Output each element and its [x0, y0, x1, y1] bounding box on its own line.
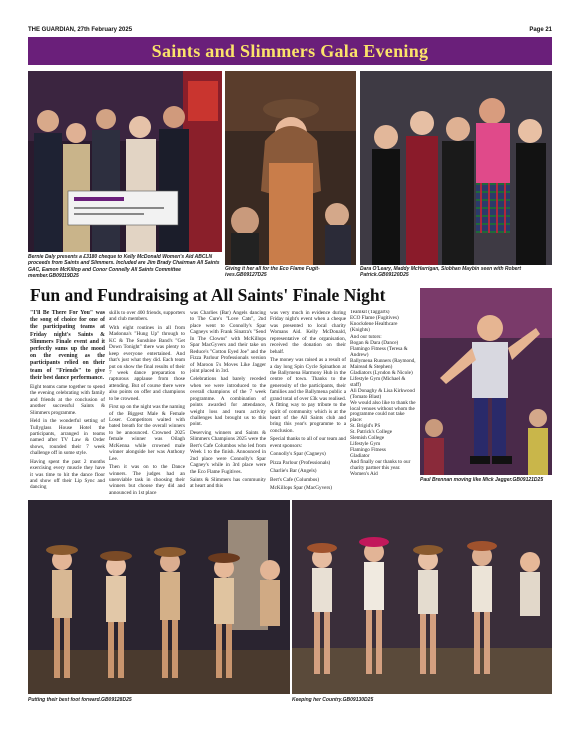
article-paragraph: And our tutors:: [350, 333, 382, 340]
photo-caption: Paul Brennan moving like Mick Jagger.GB09121D25: [420, 477, 544, 483]
article-paragraph: Ballymena Runners (Raymond, Mairead & Stephen): [350, 357, 416, 370]
article-lead: "I'll Be There For You" was the song of choice for one of the participating teams at Friday night's Saints & Slimmers Finale event and it perfectly sums up the mood on the evening as the participants relied on their team of "Friends" to give their best dance performance.: [30, 310, 105, 381]
article-paragraph: Flamingo Fitness: [350, 447, 386, 454]
photo-cheque-presentation: [28, 71, 222, 252]
article-paragraph: Bogan & Dara (Dance): [350, 339, 399, 346]
article-paragraph: Then it was on to the Dance winners. The judges had an unenviable task in choosing their winners but choose they did and announced in 1st place: [109, 464, 185, 495]
article-paragraph: Gladiator: [350, 453, 370, 460]
article-paragraph: was Charlies (Bar) Angels dancing to The Cure's "Love Cats", 2nd place went to Connolly's Spar Cagneys with Frank Sinatra's "Send In The Clowns" with McKillops Spar MacGyvers and their take on Reduce's "Cotton Eyed Joe" and the Fizza Parlour Professionals version of Maroon 5's Moves Like Jagger joint placed in 3rd.: [190, 310, 266, 374]
article-paragraph: Lifestyle Gym: [350, 441, 381, 448]
article-headline: Fun and Fundraising at All Saints' Finale Night: [30, 284, 386, 305]
article-paragraph: Flamingo Fitness (Teresa & Andrew): [350, 345, 408, 358]
article-paragraph: was very much in evidence during Friday night's event when a cheque was presented to local charity Womans Aid. Kelly McDonald, representative of the organisation, received the donation on their behalf.: [270, 310, 346, 355]
photo-caption: Bernie Daly presents a £3180 cheque to Kelly McDonald Women's Aid ABCLN proceeds from Saints and Slimmers. Included are Jim Brady Chairman All Saints GAC, Eamon McKillop and Conor Connelly All Saints Committee member.GB09119D25: [28, 254, 220, 279]
article-paragraph: St. Brigid's PS: [350, 423, 381, 430]
article-paragraph: Eight teams came together to spend the evening celebrating with family and friends at the conclusion of another successful Saints & Slimmers programme.: [30, 383, 105, 416]
article-column-1: [30, 310, 105, 495]
article-paragraph: St. Patrick's College: [350, 429, 392, 436]
article-paragraph: skills to over 400 friends, supporters and club members.: [109, 310, 185, 323]
article-paragraph: Special thanks to all of our team and event sponsors:: [270, 436, 346, 449]
article-paragraph: Lifestyle Gym (Michael & staff): [350, 375, 406, 388]
page-number: Page 21: [529, 27, 552, 33]
masthead: [28, 24, 552, 36]
article-column-2: [109, 310, 185, 495]
article-paragraph: Ali Donaghy & Lisa Kirkwood (Tomato Blast): [350, 387, 415, 400]
photo-caption: Dara O'Leary, Maddy McHarrigan, Siobhan Maybin seen with Robert Patrick.GB09120D25: [360, 266, 522, 279]
photo-country-dancers: [292, 500, 552, 694]
photo-caption: Putting their best foot forward.GB09128D25: [28, 697, 132, 703]
article-column-4: [270, 310, 346, 495]
article-paragraph: Pizza Parlour (Professionals): [270, 459, 331, 466]
banner-title: Saints and Slimmers Gala Evening: [151, 40, 429, 61]
article-paragraph: ECO Flame (Fugitives): [350, 314, 399, 321]
article-paragraph: McKillops Spar (MacGyvers): [270, 484, 332, 491]
article-paragraph: Celebrations had barely receded when we were introduced to the overall champions of the 7 week programme. A combination of points awarded for attendance, weight loss and team activity challenges had brought us to this point.: [190, 376, 266, 428]
article-paragraph: Bert's Cafe (Columbos): [270, 476, 320, 483]
article-paragraph: The money was raised as a result of a day long Spin Cycle Spinathon at the Ballymena Harmony Hub in the centre of town. Thanks to the generosity of the participants, their families and the Ballymena public a grand total of over £3k was realised. A fitting way to pay tribute to the spirit of community which is at the heart of the All Saints club and bring this year's programme to a conclusion.: [270, 357, 346, 434]
photo-eco-flame-dancer: [225, 71, 356, 265]
photo-group-kilt: [360, 71, 552, 265]
article-paragraph: With eight routines in all from Madonna's "Hung Up" through to KC & The Sunshine Band's "Get Down Tonight" there was plenty to keep everyone entertained. And that's just what they did. Each team put on show the final results of their 7 week dance preparation to rapturous applause from those attending. But of course there were also points on offer and champions to be crowned.: [109, 324, 185, 402]
article-paragraph: Connolly's Spar (Cagneys): [270, 451, 326, 458]
publication-date: THE GUARDIAN, 27th February 2025: [28, 27, 133, 33]
article-column-5: [350, 310, 416, 495]
article-paragraph: Charlie's Bar (Angels): [270, 468, 317, 475]
article-paragraph: Deserving winners and Saints & Slimmers Champions 2025 were the Bert's Cafe Columbos who led from Week 1 to the finish. Announced in 2nd place were Connolly's Spar Cagney's while in 3rd place were the Eco Flame Fugitives.: [190, 429, 266, 475]
article-paragraph: Saints & Slimmers has community at heart and this: [190, 476, 266, 490]
photo-jagger-dancer: [420, 288, 552, 475]
article-paragraph: And finally our thanks to our charity partner this year. Women's Aid: [350, 459, 411, 478]
article-paragraph: Slemish College: [350, 435, 385, 442]
photo-caption: Keeping her Country.GB09130D25: [292, 697, 374, 703]
article-paragraph: Gladiators (Lyndon & Nicole): [350, 369, 413, 376]
article-paragraph: Having spent the past 2 months exercising every muscle they have it was time to hit the dance floor and show off their Lip Sync and dancing: [30, 458, 105, 491]
article-paragraph: Knockdene Healthcare (Knights): [350, 320, 398, 333]
section-banner: [28, 37, 552, 65]
article-paragraph: Teamkit (Taggarts): [350, 310, 390, 315]
photo-caption: Giving it her all for the Eco Flame Fugit-ives.GB09127D25: [225, 266, 320, 279]
photo-dance-line: [28, 500, 290, 694]
article-paragraph: First up on the night was the naming of the Biggest Male & Female Loser. Competitors waited with bated breath for the overall winners to be announced. Crowned 2025 female winner was Oilagh McKenna while crowned male winner alongside her was Anthony Lee.: [109, 404, 185, 462]
article-column-3: [190, 310, 266, 495]
article-paragraph: We would also like to thank the local venues without whom the programme could not take place:: [350, 399, 416, 424]
article-paragraph: Held in the wonderful setting of Tullyglass House Hotel the participants, arranged in teams named after TV Law & Order shows, rounded their 7 week challenge off in some style.: [30, 418, 105, 457]
